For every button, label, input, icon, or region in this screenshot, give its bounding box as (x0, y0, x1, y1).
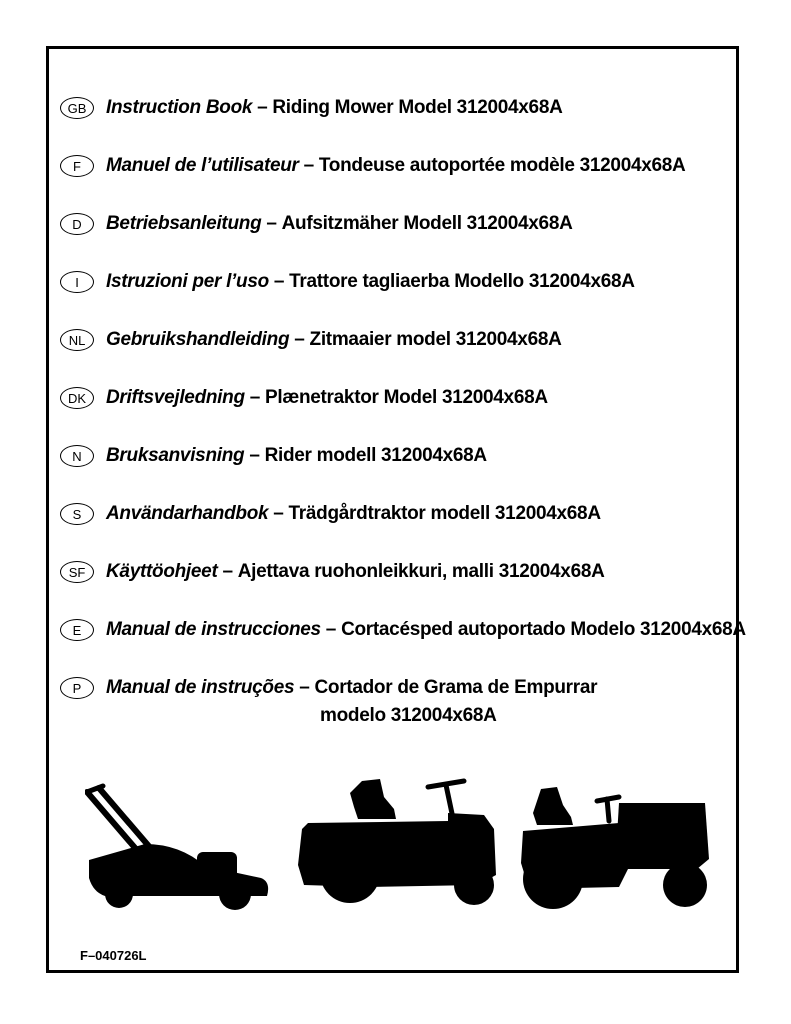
entry-gb (60, 93, 563, 123)
manual-subtitle: Rider modell 312004x68A (264, 445, 487, 466)
lawn-tractor-silhouette (298, 775, 498, 910)
manual-subtitle: Tondeuse autoportée modèle 312004x68A (318, 155, 686, 176)
language-badge-dk: DK (60, 387, 94, 409)
manual-subtitle: Trattore tagliaerba Modello 312004x68A (289, 271, 635, 292)
manual-subtitle-line2: modelo 312004x68A (320, 705, 497, 726)
separator: – (244, 445, 265, 466)
manual-subtitle: Riding Mower Model 312004x68A (272, 97, 563, 118)
push-mower-silhouette (85, 782, 275, 914)
language-badge-d: D (60, 213, 94, 235)
entry-dk (60, 383, 548, 413)
manual-subtitle: Cortacésped autoportado Modelo 312004x68A (341, 619, 746, 640)
manual-subtitle: Ajettava ruohonleikkuri, malli 312004x68A (237, 561, 605, 582)
manual-subtitle: Aufsitzmäher Modell 312004x68A (281, 213, 573, 234)
language-badge-p: P (60, 677, 94, 699)
language-badge-n: N (60, 445, 94, 467)
entry-sf (60, 557, 605, 587)
language-badge-e: E (60, 619, 94, 641)
manual-title: Käyttöohjeet (106, 561, 218, 582)
entry-nl (60, 325, 562, 355)
manual-title: Manuel de l’utilisateur (106, 155, 299, 176)
manual-title: Manual de instruções (106, 677, 295, 698)
separator: – (244, 387, 266, 408)
separator: – (261, 213, 282, 234)
entry-e (60, 615, 746, 645)
manual-subtitle: Zitmaaier model 312004x68A (309, 329, 562, 350)
separator: – (252, 97, 273, 118)
language-badge-gb: GB (60, 97, 94, 119)
manual-subtitle: Cortador de Grama de Empurrar (314, 677, 598, 698)
entry-s (60, 499, 601, 529)
separator: – (294, 677, 315, 698)
entry-p (60, 673, 597, 703)
manual-title: Manual de instrucciones (106, 619, 321, 640)
manual-title: Driftsvejledning (106, 387, 245, 408)
entry-f (60, 151, 685, 181)
entry-i (60, 267, 635, 297)
separator: – (298, 155, 319, 176)
manual-title: Instruction Book (106, 97, 253, 118)
manual-subtitle: Trädgårdtraktor modell 312004x68A (288, 503, 601, 524)
language-badge-nl: NL (60, 329, 94, 351)
language-badge-f: F (60, 155, 94, 177)
language-badge-i: I (60, 271, 94, 293)
entry-n (60, 441, 487, 471)
manual-title: Gebruikshandleiding (106, 329, 290, 350)
separator: – (320, 619, 342, 640)
manual-title: Bruksanvisning (106, 445, 245, 466)
separator: – (268, 271, 290, 292)
manual-title: Istruzioni per l’uso (106, 271, 269, 292)
manual-title: Betriebsanleitung (106, 213, 262, 234)
separator: – (289, 329, 310, 350)
language-badge-s: S (60, 503, 94, 525)
separator: – (217, 561, 238, 582)
separator: – (268, 503, 289, 524)
garden-tractor-silhouette (519, 783, 711, 913)
manual-subtitle: Plænetraktor Model 312004x68A (265, 387, 548, 408)
language-badge-sf: SF (60, 561, 94, 583)
manual-title: Användarhandbok (106, 503, 269, 524)
entry-d (60, 209, 573, 239)
document-code: F–040726L (80, 948, 147, 963)
